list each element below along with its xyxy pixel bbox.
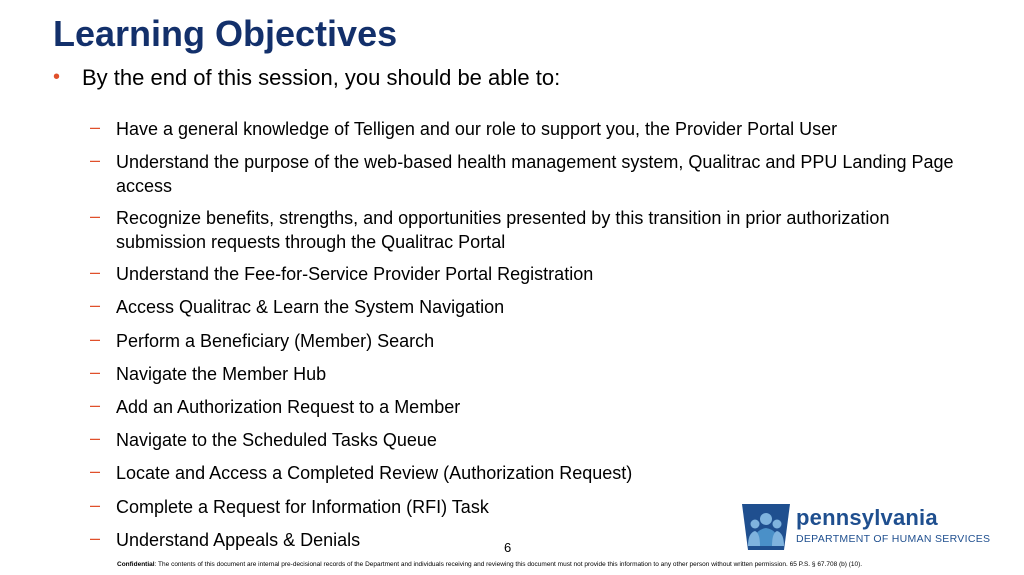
objective-item [90,151,970,198]
objective-item [90,263,970,287]
objective-text: Add an Authorization Request to a Member [116,397,461,417]
dash-icon: – [90,495,101,515]
objective-text: Have a general knowledge of Telligen and our role to support you, the Provider Portal User [116,119,838,139]
dash-icon: – [90,150,101,170]
dash-icon: – [90,428,101,448]
objective-text: Understand the Fee-for-Service Provider Portal Registration [116,264,594,284]
objective-item [90,330,970,354]
confidential-text: : The contents of this document are internal pre-decisional records of the Department and individuals receiving and reviewing this document must not provide this information to any other person without written permission. 65 P.S. § 67.708 (b) (10). [154,561,863,568]
pa-dhs-logo [740,500,991,552]
dash-icon: – [90,362,101,382]
dash-icon: – [90,117,101,137]
main-bullet-text: By the end of this session, you should be able to: [82,65,561,90]
dash-icon: – [90,206,101,226]
objective-text: Understand the purpose of the web-based health management system, Qualitrac and PPU Landing Page access [116,152,954,196]
slide-title: Learning Objectives [53,13,398,54]
objective-text: Access Qualitrac & Learn the System Navigation [116,297,505,317]
dash-icon: – [90,461,101,481]
objective-item [90,207,970,254]
page-number: 6 [504,540,512,555]
bullet-dot-icon: • [53,66,61,88]
objective-item [90,396,970,420]
logo-department: DEPARTMENT OF HUMAN SERVICES [796,533,991,545]
objective-item [90,429,970,453]
objective-item [90,118,970,142]
objective-item [90,363,970,387]
dash-icon: – [90,262,101,282]
objective-text: Understand Appeals & Denials [116,530,361,550]
objective-text: Locate and Access a Completed Review (Authorization Request) [116,463,633,483]
objective-text: Recognize benefits, strengths, and opportunities presented by this transition in prior authorization submission requests through the Qualitrac Portal [116,208,890,252]
keystone-family-icon [740,502,792,552]
objective-text: Navigate the Member Hub [116,364,327,384]
confidential-label: Confidential [117,561,155,568]
dash-icon: – [90,329,101,349]
objective-item [90,462,970,486]
dash-icon: – [90,528,101,548]
objective-text: Navigate to the Scheduled Tasks Queue [116,430,437,450]
logo-name: pennsylvania [796,505,938,530]
objective-item [90,296,970,320]
confidentiality-footer [117,561,862,568]
dash-icon: – [90,395,101,415]
objective-text: Complete a Request for Information (RFI) Task [116,497,489,517]
objective-text: Perform a Beneficiary (Member) Search [116,331,435,351]
dash-icon: – [90,295,101,315]
